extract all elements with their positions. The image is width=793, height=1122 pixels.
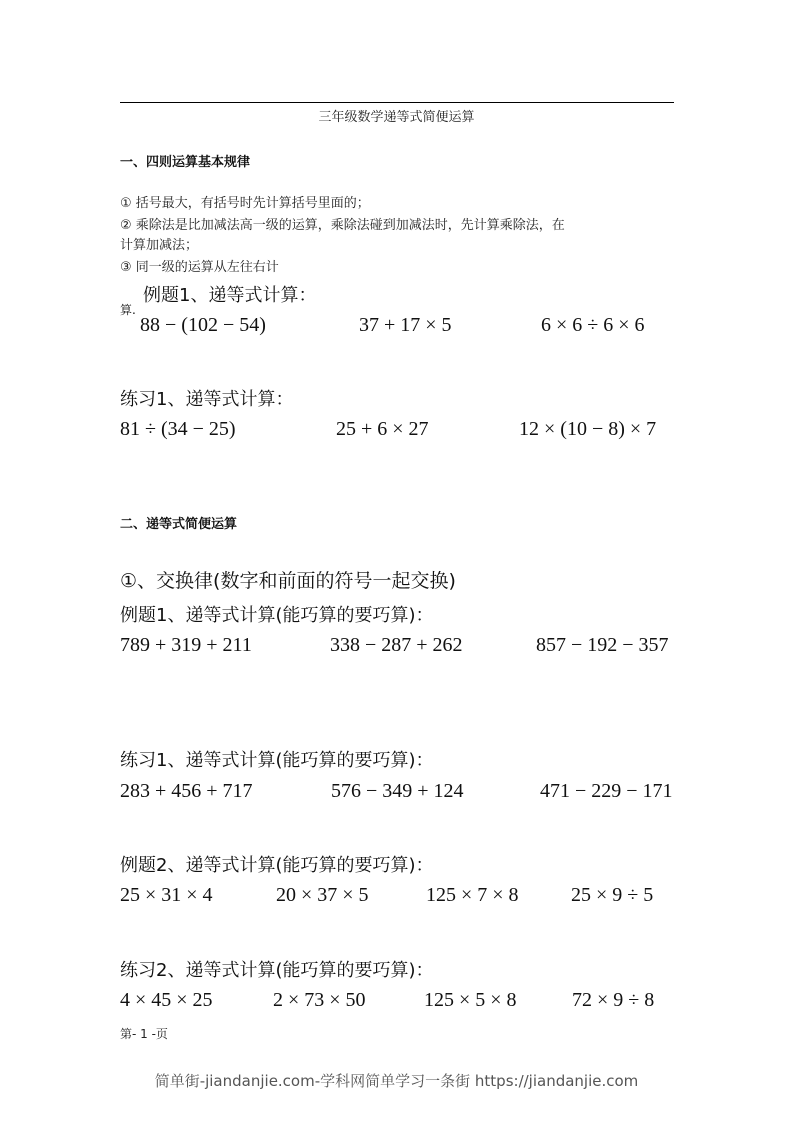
expression: 88 − (102 − 54): [140, 314, 266, 336]
expression: 81 ÷ (34 − 25): [120, 418, 236, 440]
expression: 125 × 7 × 8: [426, 884, 519, 906]
example-1-heading: 例题1、递等式计算：: [143, 285, 317, 306]
practice-1-heading: 练习1、递等式计算：: [120, 389, 294, 410]
expression: 857 − 192 − 357: [536, 634, 669, 656]
expression: 471 − 229 − 171: [540, 780, 673, 802]
expression: 283 + 456 + 717: [120, 780, 253, 802]
section-1-heading: 一、四则运算基本规律: [120, 155, 251, 170]
overflow-fragment: 算.: [120, 303, 136, 317]
expression: 4 × 45 × 25: [120, 989, 213, 1011]
expression: 338 − 287 + 262: [330, 634, 463, 656]
expression: 12 × (10 − 8) × 7: [519, 418, 657, 440]
section-2-heading: 二、递等式简便运算: [120, 517, 238, 532]
s2-example-2-heading: 例题2、递等式计算(能巧算的要巧算)：: [120, 855, 434, 876]
expression: 37 + 17 × 5: [359, 314, 452, 336]
expression: 6 × 6 ÷ 6 × 6: [541, 314, 645, 336]
footer-watermark: 简单街-jiandanjie.com-学科网简单学习一条街 https://jiandanjie.com: [154, 1072, 639, 1090]
expression: 72 × 9 ÷ 8: [572, 989, 655, 1011]
s2-practice-2-heading: 练习2、递等式计算(能巧算的要巧算)：: [120, 960, 434, 981]
expression: 2 × 73 × 50: [273, 989, 366, 1011]
header-rule: [120, 102, 674, 103]
expression: 25 × 31 × 4: [120, 884, 213, 906]
rule-2: ② 乘除法是比加减法高一级的运算，乘除法碰到加减法时，先计算乘除法，在: [120, 218, 565, 233]
rule-2-cont: 计算加减法；: [120, 238, 199, 253]
s2-example-1-heading: 例题1、递等式计算(能巧算的要巧算)：: [120, 605, 434, 626]
expression: 25 + 6 × 27: [336, 418, 429, 440]
expression: 125 × 5 × 8: [424, 989, 517, 1011]
rule-3: ③ 同一级的运算从左往右计: [120, 260, 279, 275]
expression: 576 − 349 + 124: [331, 780, 464, 802]
document-title: 三年级数学递等式简便运算: [318, 110, 475, 125]
page-number: 第- 1 -页: [120, 1027, 168, 1041]
expression: 789 + 319 + 211: [120, 634, 252, 656]
s2-practice-1-heading: 练习1、递等式计算(能巧算的要巧算)：: [120, 750, 434, 771]
expression: 25 × 9 ÷ 5: [571, 884, 654, 906]
commutative-law-heading: ①、交换律(数字和前面的符号一起交换): [120, 570, 456, 592]
rule-1: ① 括号最大，有括号时先计算括号里面的；: [120, 196, 370, 211]
expression: 20 × 37 × 5: [276, 884, 369, 906]
